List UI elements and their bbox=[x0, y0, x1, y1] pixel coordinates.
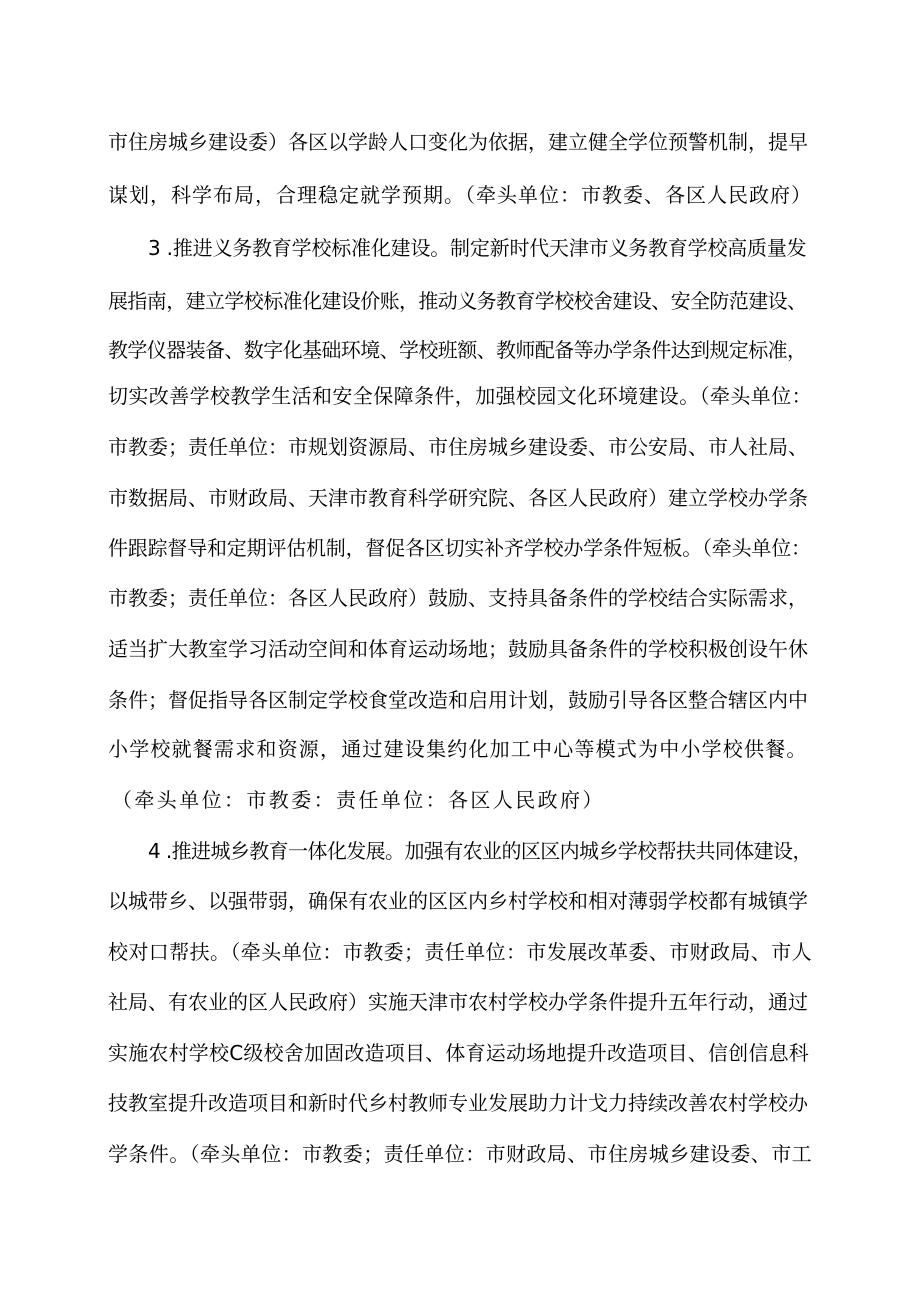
text-line: 谋划，科学布局，合理稳定就学预期。（牵头单位：市教委、各区人民政府） bbox=[108, 183, 812, 207]
text-line: 市住房城乡建设委）各区以学龄人口变化为依据，建立健全学位预警机制，提早 bbox=[108, 130, 808, 154]
text-line: 技教室提升改造项目和新时代乡村教师专业发展助力计戈力持续改善农村学校办 bbox=[108, 1091, 808, 1115]
text-line: 市教委；责任单位：市规划资源局、市住房城乡建设委、市公安局、市人社局、 bbox=[108, 435, 808, 459]
text-line: 切实改善学校教学生活和安全保障条件，加强校园文化环境建设。（牵头单位： bbox=[108, 384, 812, 408]
text-line: 学条件。（牵头单位：市教委；责任单位：市财政局、市住房城乡建设委、市工 bbox=[108, 1142, 812, 1166]
text-line: 校对口帮扶。（牵头单位：市教委；责任单位：市发展改革委、市财政局、市人 bbox=[108, 940, 812, 964]
text-line: 条件；督促指导各区制定学校食堂改造和启用计划，鼓励引导各区整合辖区内中 bbox=[108, 688, 808, 712]
text-line: 市数据局、市财政局、天津市教育科学研究院、各区人民政府）建立学校办学条 bbox=[108, 486, 808, 510]
text-line: （牵头单位：市教委：责任单位：各区人民政府） bbox=[112, 788, 605, 812]
text-line: 以城带乡、以强带弱，确保有农业的区区内乡村学校和相对薄弱学校都有城镇学 bbox=[108, 889, 808, 913]
section-heading-line: 3 .推进义务教育学校标准化建设。制定新时代天津市义务教育学校高质量发 bbox=[148, 236, 807, 260]
text-line: 实施农村学校C级校舍加固改造项目、体育运动场地提升改造项目、信创信息科 bbox=[108, 1041, 809, 1065]
text-line: 教学仪器装备、数字化基础环境、学校班额、教师配备等办学条件达到规定标准， bbox=[108, 338, 807, 362]
text-line: 适当扩大教室学习活动空间和体育运动场地；鼓励具备条件的学校积极创设午休 bbox=[108, 637, 808, 661]
text-line: 小学校就餐需求和资源，通过建设集约化加工中心等模式为中小学校供餐。 bbox=[108, 737, 808, 761]
text-line: 社局、有农业的区人民政府）实施天津市农村学校办学条件提升五年行动，通过 bbox=[108, 990, 808, 1014]
text-line: 展指南，建立学校标准化建设价账，推动义务教育学校校舍建设、安全防范建设、 bbox=[108, 289, 807, 313]
text-line: 件跟踪督导和定期评估机制，督促各区切实补齐学校办学条件短板。（牵头单位： bbox=[108, 536, 811, 560]
section-heading-line: 4 .推进城乡教育一体化发展。加强有农业的区区内城乡学校帮扶共同体建设， bbox=[148, 839, 812, 863]
text-line: 市教委；责任单位：各区人民政府）鼓励、支持具备条件的学校结合实际需求， bbox=[108, 586, 808, 610]
